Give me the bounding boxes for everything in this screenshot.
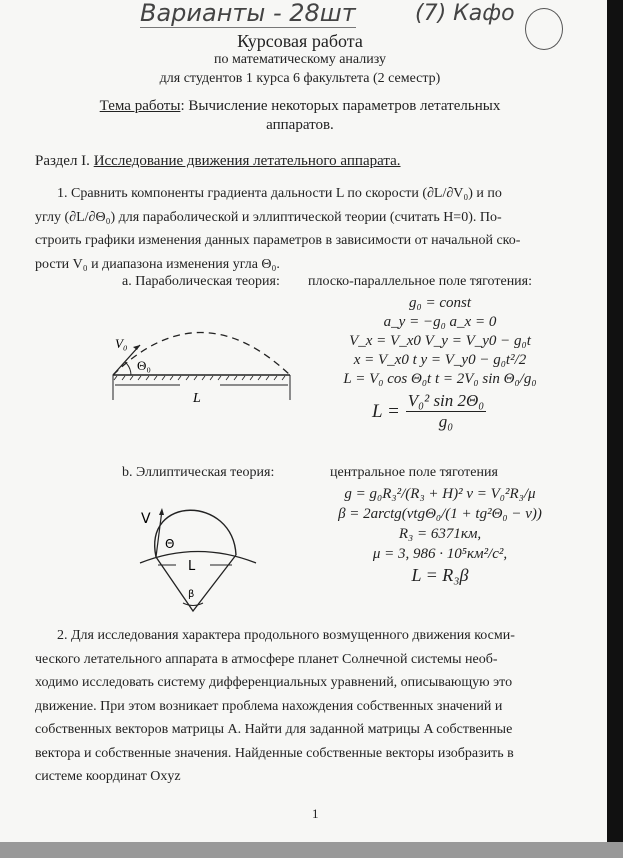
formula-denominator: g₀ xyxy=(438,412,454,431)
task2-line: ходимо исследовать систему дифференциальных уравнений, описывающую это xyxy=(35,675,513,690)
task2-line: системе координат Oxyz xyxy=(35,769,181,784)
parabolic-trajectory-diagram xyxy=(105,320,305,410)
doc-subtitle-2: для студентов 1 курса 6 факультета (2 семестр) xyxy=(159,71,441,86)
topic-text-2: аппаратов. xyxy=(266,117,334,133)
formula: V_x = V_x0 V_y = V_y0 − g₀t xyxy=(349,333,531,349)
formula-lhs: L = xyxy=(372,401,400,422)
velocity-label: V₀ xyxy=(115,336,128,351)
section-heading xyxy=(35,150,401,174)
parabolic-label: a. Параболическая теория: xyxy=(122,274,280,289)
task-2 xyxy=(35,624,595,789)
scan-edge xyxy=(607,0,623,858)
topic-label: Тема работы xyxy=(99,98,181,114)
topic-text: : Вычисление некоторых параметров летательных xyxy=(180,98,501,114)
formula: L = V₀ cos Θ₀t t = 2V₀ sin Θ₀/g₀ xyxy=(343,371,537,387)
section-title: Исследование движения летательного аппарата. xyxy=(93,153,401,169)
handwritten-kaf: (7) Кафо xyxy=(415,1,515,26)
task1-line: углу (∂L/∂Θ₀) для параболической и эллиптической теории (считать H=0). По- xyxy=(35,209,502,225)
parabolic-field: плоско-параллельное поле тяготения: xyxy=(308,274,533,289)
section-label: Раздел I. xyxy=(35,153,90,169)
formula: L = R₃β xyxy=(411,565,469,585)
angle-label: Θ xyxy=(165,537,175,551)
page-number: 1 xyxy=(312,806,319,821)
elliptic-trajectory-diagram xyxy=(138,505,258,615)
formula: g = g₀R₃²/(R₃ + H)² ν = V₀²R₃/μ xyxy=(344,486,536,502)
task2-line: 2. Для исследования характера продольного возмущенного движения косми- xyxy=(57,628,515,643)
formula-numerator: V₀² sin 2Θ₀ xyxy=(407,391,485,410)
topic-line xyxy=(0,97,600,116)
task2-line: вектора и собственные значения. Найденные собственные векторы изобразить в xyxy=(35,745,514,761)
task1-line: строить графики изменения данных параметров в зависимости от начальной ско- xyxy=(35,233,521,248)
beta-label: β xyxy=(188,589,195,600)
task2-line: собственных векторов матрицы A. Найти для заданной матрицы A собственные xyxy=(35,722,513,737)
elliptic-label: b. Эллиптическая теория: xyxy=(122,465,275,480)
scan-bottom-edge xyxy=(0,842,623,858)
task2-line: ческого летательного аппарата в атмосфере планет Солнечной системы необ- xyxy=(35,651,498,667)
velocity-label: V xyxy=(141,511,151,527)
formula: β = 2arctg(νtgΘ₀/(1 + tg²Θ₀ − ν)) xyxy=(338,506,542,522)
range-label: L xyxy=(188,559,196,574)
doc-title: Курсовая работа xyxy=(237,31,363,51)
elliptic-field: центральное поле тяготения xyxy=(330,465,498,480)
formula: a_y = −g₀ a_x = 0 xyxy=(383,314,497,330)
range-label: L xyxy=(193,391,201,406)
formula: R₃ = 6371км, xyxy=(398,526,482,542)
handwritten-variants: Варианты - 28шт xyxy=(140,0,356,27)
doc-subtitle: по математическому анализу xyxy=(214,52,386,67)
range-formula xyxy=(372,391,486,432)
formula: x = V_x0 t y = V_y0 − g₀t²/2 xyxy=(353,352,527,368)
formula: μ = 3, 986 · 10⁵км²/c², xyxy=(372,546,508,562)
angle-label: Θ₀ xyxy=(137,358,151,373)
task2-line: движение. При этом возникает проблема нахождения собственных значений и xyxy=(35,698,503,714)
formula: g₀ = const xyxy=(409,295,471,311)
task1-line: рости V₀ и диапазона изменения угла Θ₀. xyxy=(35,256,280,272)
task-1 xyxy=(35,182,595,276)
task1-line: 1. Сравнить компоненты градиента дальности L по скорости (∂L/∂V₀) и по xyxy=(57,186,502,201)
